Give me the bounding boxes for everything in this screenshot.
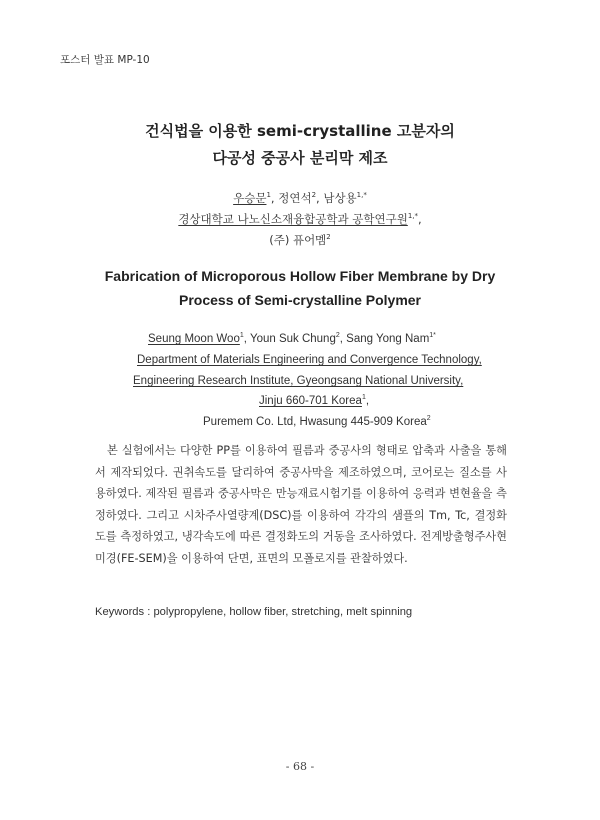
english-affiliation-line-4 [203, 416, 431, 428]
english-author-2: Youn Suk Chung [249, 333, 336, 345]
korean-author-3: 남상용 [323, 191, 357, 205]
english-author-2-sup: 2 [335, 332, 340, 340]
abstract-paragraph: 본 실험에서는 다양한 PP를 이용하여 필름과 중공사의 형태로 압축과 사출을 통해서 제작되었다. 권취속도를 달리하여 중공사막을 제조하였으며, 코어로는 질소를 사용하였다. 제작된 필름과 중공사막은 만능재료시험기를 이용하여 응력과 변현율을 측정하였다. 그리고 시차주사열량계(DSC)를 이용하여 각각의 샘플의 Tm, Tc, 결정화도를 측정하였고, 냉각속도에 따른 결정화도의 거동을 조사하였다. 전계방출형주사현미경(FE-SEM)을 이용하여 단면, 표면의 모폴로지를 관찰하였다. [95, 444, 507, 565]
english-author-1: Seung Moon Woo [148, 333, 240, 345]
korean-affiliation-1-text: 경상대학교 나노신소재융합공학과 공학연구원 [178, 212, 408, 226]
korean-author-2: 정연석 [278, 191, 312, 205]
english-affiliation-line-4-text: Puremem Co. Ltd, Hwasung 445-909 Korea [203, 416, 427, 428]
english-author-1-sup: 1 [239, 332, 244, 340]
page-number: - 68 - [285, 760, 315, 773]
english-title-line-2: Process of Semi-crystalline Polymer [179, 292, 421, 308]
english-affiliation-line-1: Department of Materials Engineering and Convergence Technology, [137, 354, 482, 366]
english-affiliation-line-3-sup: 1 [361, 394, 366, 402]
english-authors: Seung Moon Woo$^1$, Youn Suk Chung$^2$, Sang Yong Nam$^{1*}$ [148, 332, 436, 345]
english-title-line-1: Fabrication of Microporous Hollow Fiber Membrane by Dry [104, 268, 496, 284]
english-affiliation-line-3-text: Jinju 660-701 Korea [259, 395, 362, 407]
keywords-line: Keywords : polypropylene, hollow fiber, stretching, melt spinning [95, 606, 413, 618]
korean-affiliation-1: 경상대학교 나노신소재융합공학과 공학연구원$^{1,*}$, [178, 212, 422, 226]
korean-author-3-sup: 1,* [356, 191, 367, 200]
english-affiliation-line-2: Engineering Research Institute, Gyeongsang National University, [133, 375, 464, 387]
korean-author-1-sup: 1 [266, 191, 271, 200]
korean-title-line-2: 다공성 중공사 분리막 제조 [212, 149, 388, 167]
english-affiliation-line-3: Jinju 660-701 Korea$^1$, [259, 394, 370, 407]
korean-affiliation-2-text: (주) 퓨어멤 [269, 233, 327, 247]
korean-author-1: 우승문 [233, 191, 267, 205]
korean-title-line-1: 건식법을 이용한 semi-crystalline 고분자의 [145, 122, 455, 140]
english-author-3: Sang Yong Nam [346, 333, 430, 345]
korean-authors: 우승문$^1$, 정연석$^2$, 남상용$^{1,*}$ [233, 191, 367, 205]
korean-author-2-sup: 2 [311, 191, 317, 200]
korean-affiliation-1-sup: 1,* [407, 212, 419, 221]
poster-session-label: 포스터 발표 MP-10 [60, 54, 150, 66]
english-affiliation-line-4-sup: 2 [426, 415, 431, 423]
english-author-3-sup: 1* [429, 332, 436, 340]
korean-affiliation-2-sup: 2 [326, 233, 331, 242]
korean-affiliation-2 [0, 232, 600, 248]
